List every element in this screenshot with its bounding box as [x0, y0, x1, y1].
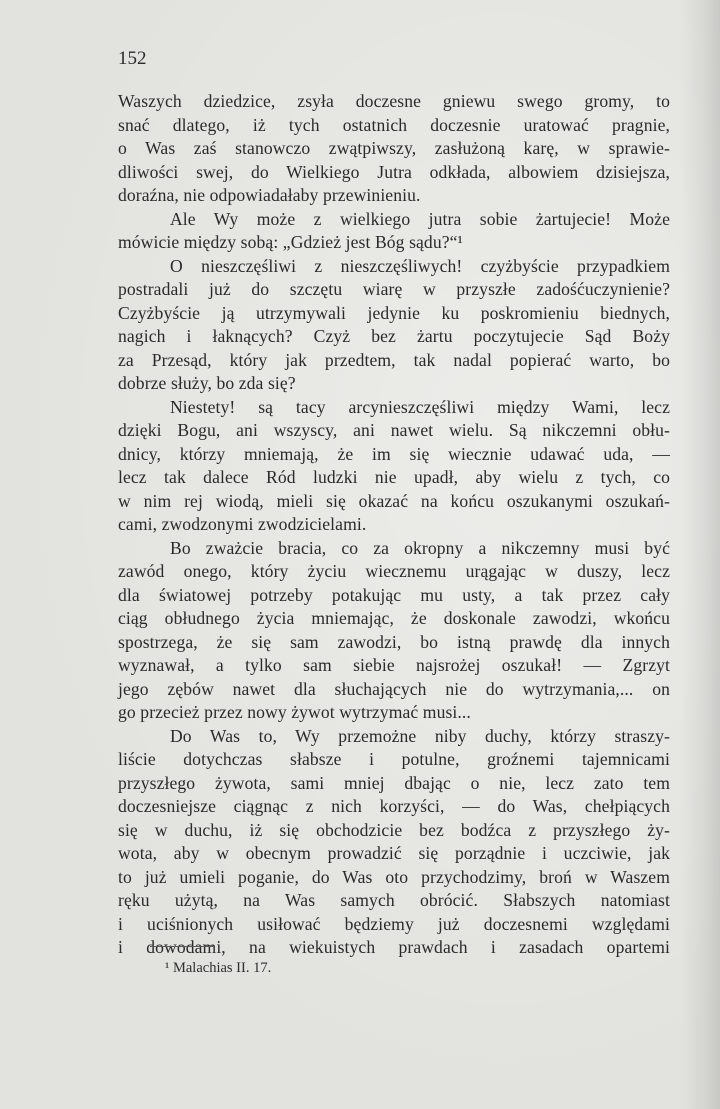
text-line: cami, zwodzonymi zwodzicielami. — [118, 514, 367, 534]
footnote-divider — [150, 946, 214, 947]
text-line: się w duchu, iż się obchodzicie bez bodźca z przyszłego ży- — [118, 819, 670, 840]
text-line: to już umieli poganie, do Was oto przychodzimy, broń w Waszem — [118, 866, 670, 887]
text-line: przyszłego żywota, sami mniej dbając o nie, lecz zato tem — [118, 772, 670, 793]
text-line: liście dotychczas słabsze i potulne, groźnemi tajemnicami — [118, 749, 670, 769]
text-line: spostrzega, że się sam zawodzi, bo istną prawdę dla innych — [118, 631, 670, 652]
footnote: ¹ Malachias II. 17. — [165, 960, 272, 976]
text-line: doczesniejsze ciągnąc z nich korzyści, — do Was, chełpiących — [118, 796, 670, 816]
text-line: zawód onego, który życiu wiecznemu urągając w duszy, lecz — [118, 561, 670, 581]
text-line: wyznawał, a tylko sam siebie najsrożej oszukał! — Zgrzyt — [118, 655, 670, 675]
text-line: O nieszczęśliwi z nieszczęśliwych! czyżbyście przypadkiem — [170, 255, 670, 276]
text-line: Do Was to, Wy przemożne niby duchy, którzy straszy- — [170, 725, 670, 746]
text-line: nagich i łaknących? Czyż bez żartu poczytujecie Sąd Boży — [118, 326, 670, 346]
text-line: ciąg obłudnego życia mniemając, że doskonale zawodzi, wkońcu — [118, 608, 670, 628]
page-number: 152 — [118, 48, 147, 69]
body-text — [118, 90, 670, 960]
text-line: i uciśnionych usiłować będziemy już doczesnemi względami — [118, 913, 670, 934]
text-line: postradali już do szczętu wiarę w przyszłe zadośćuczynienie? — [118, 279, 670, 299]
text-line: dnicy, którzy mniemają, że im się wiecznie udawać uda, — — [118, 443, 670, 464]
text-line: snać dlatego, iż tych ostatnich doczesnie uratować pragnie, — [118, 114, 670, 135]
text-line: Bo zważcie bracia, co za okropny a nikczemny musi być — [170, 537, 670, 558]
text-line: dla światowej potrzeby potakując mu usty, a tak przez cały — [118, 584, 670, 605]
text-line: Czyżbyście ją utrzymywali jedynie ku poskromieniu biednych, — [118, 302, 670, 323]
text-line: Ale Wy może z wielkiego jutra sobie żartujecie! Może — [170, 208, 670, 229]
text-line: i dowodami, na wiekuistych prawdach i zasadach opartemi — [118, 937, 670, 957]
text-line: go przecież przez nowy żywot wytrzymać musi... — [118, 702, 471, 722]
text-line: w nim rej wiodą, mieli się okazać na końcu oszukanymi oszukań- — [118, 490, 670, 511]
text-line: lecz tak dalece Ród ludzki nie upadł, aby wielu z tych, co — [118, 467, 670, 487]
spine-shadow — [680, 0, 720, 1109]
text-line: za Przesąd, który jak przedtem, tak nadal popierać warto, bo — [118, 349, 670, 370]
text-line: Niestety! są tacy arcynieszczęśliwi między Wami, lecz — [170, 396, 670, 417]
text-line: mówicie między sobą: „Gdzież jest Bóg sądu?“¹ — [118, 232, 463, 252]
text-line: dliwości swej, do Wielkiego Jutra odkłada, albowiem dzisiejsza, — [118, 161, 670, 182]
text-line: o Was zaś stanowczo zwątpiwszy, zasłużoną karę, w sprawie- — [118, 138, 670, 158]
text-line: wota, aby w obecnym prowadzić się porządnie i uczciwie, jak — [118, 843, 670, 863]
text-line: jego zębów nawet dla słuchających nie do wytrzymania,... on — [118, 678, 670, 699]
text-line: dobrze służy, bo zda się? — [118, 373, 296, 393]
text-line: doraźna, nie odpowiadałaby przewinieniu. — [118, 185, 421, 205]
text-line: Waszych dziedzice, zsyła doczesne gniewu swego gromy, to — [118, 91, 670, 111]
text-line: ręku użytą, na Was samych obrócić. Słabszych natomiast — [118, 890, 670, 910]
text-line: dzięki Bogu, ani wszyscy, ani nawet wielu. Są nikczemni obłu- — [118, 420, 670, 440]
